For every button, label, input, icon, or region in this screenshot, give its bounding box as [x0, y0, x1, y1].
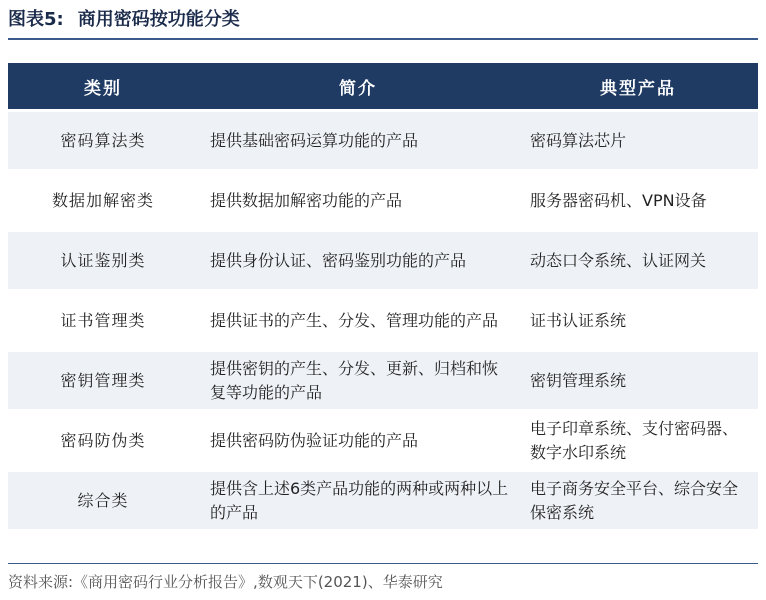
source-note: 资料来源:《商用密码行业分析报告》,数观天下(2021)、华泰研究	[8, 573, 443, 591]
table-row	[8, 352, 758, 409]
table-row	[8, 232, 758, 289]
cell-category: 数据加解密类	[8, 172, 198, 229]
table-row	[8, 472, 758, 529]
cell-products: 电子商务安全平台、综合安全保密系统	[518, 472, 758, 529]
cell-products: 电子印章系统、支付密码器、数字水印系统	[518, 412, 758, 469]
cell-description: 提供身份认证、密码鉴别功能的产品	[198, 232, 518, 289]
header-typical-products: 典型产品	[518, 63, 758, 109]
cell-category: 综合类	[8, 472, 198, 529]
cell-products: 密钥管理系统	[518, 352, 758, 409]
figure-caption: 商用密码按功能分类	[77, 9, 240, 30]
cell-category: 密钥管理类	[8, 352, 198, 409]
table-row	[8, 412, 758, 469]
cell-products: 证书认证系统	[518, 292, 758, 349]
header-category: 类别	[8, 63, 198, 109]
classification-table	[8, 60, 758, 532]
header-description: 简介	[198, 63, 518, 109]
cell-category: 认证鉴别类	[8, 232, 198, 289]
cell-category: 密码算法类	[8, 112, 198, 169]
cell-description: 提供数据加解密功能的产品	[198, 172, 518, 229]
table-row	[8, 112, 758, 169]
cell-description: 提供含上述6类产品功能的两种或两种以上的产品	[198, 472, 518, 529]
cell-products: 动态口令系统、认证网关	[518, 232, 758, 289]
cell-products: 服务器密码机、VPN设备	[518, 172, 758, 229]
title-divider	[8, 38, 758, 40]
cell-description: 提供证书的产生、分发、管理功能的产品	[198, 292, 518, 349]
source-divider	[8, 563, 758, 564]
figure-label: 图表5:	[8, 9, 64, 30]
table-header-row	[8, 63, 758, 109]
table-row	[8, 172, 758, 229]
cell-products: 密码算法芯片	[518, 112, 758, 169]
cell-category: 密码防伪类	[8, 412, 198, 469]
cell-description: 提供密码防伪验证功能的产品	[198, 412, 518, 469]
cell-description: 提供密钥的产生、分发、更新、归档和恢复等功能的产品	[198, 352, 518, 409]
cell-category: 证书管理类	[8, 292, 198, 349]
figure-title	[8, 6, 758, 34]
table-row	[8, 292, 758, 349]
cell-description: 提供基础密码运算功能的产品	[198, 112, 518, 169]
